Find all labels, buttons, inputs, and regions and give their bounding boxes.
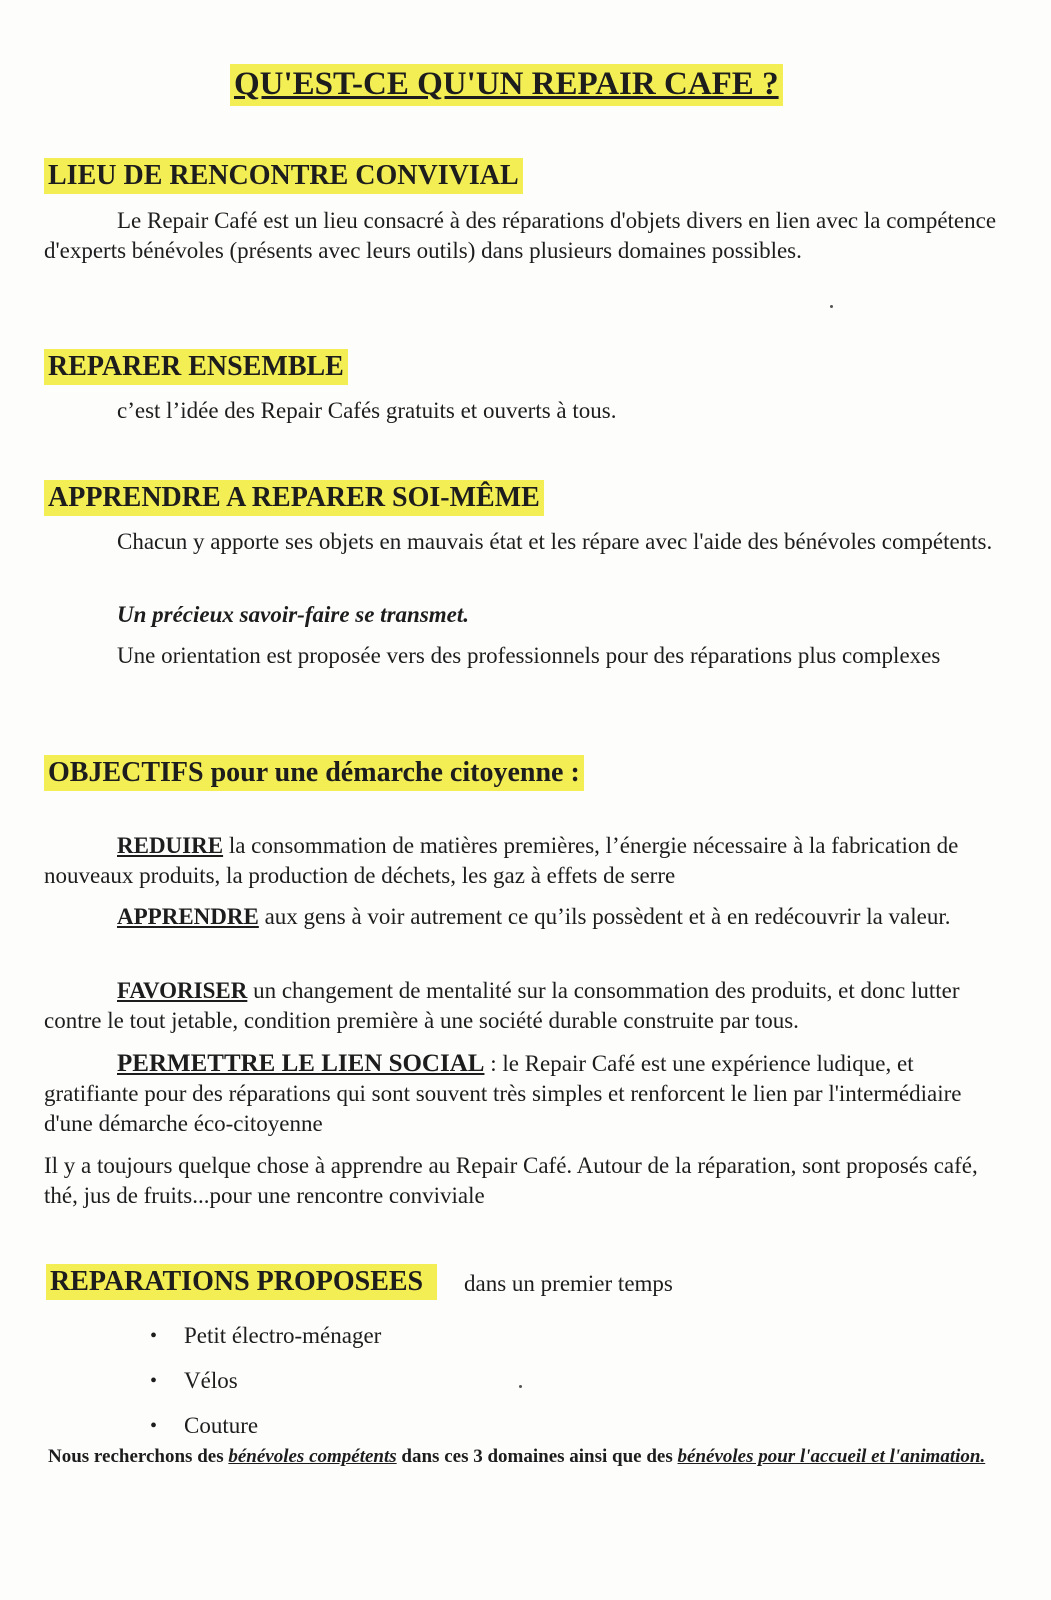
objective-favoriser	[44, 976, 1004, 1036]
footer-note	[48, 1444, 1008, 1469]
heading-lieu: LIEU DE RENCONTRE CONVIVIAL	[44, 158, 523, 194]
keyword-apprendre: APPRENDRE	[117, 904, 259, 929]
objective-permettre	[44, 1049, 1004, 1139]
reparations-suffix: dans un premier temps	[464, 1271, 673, 1296]
heading-apprendre: APPRENDRE A REPARER SOI-MÊME	[44, 480, 544, 516]
reparations-list	[150, 1313, 381, 1448]
footer-text-1: Nous recherchons des	[48, 1446, 229, 1467]
list-item	[150, 1313, 381, 1358]
page-title: QU'EST-CE QU'UN REPAIR CAFE ?	[230, 64, 783, 106]
bullet-icon: •	[150, 1414, 158, 1437]
paragraph-apprendre-2: Un précieux savoir-faire se transmet.	[117, 602, 470, 627]
footer-text-2: dans ces 3 domaines ainsi que des	[396, 1446, 678, 1467]
heading-objectifs: OBJECTIFS pour une démarche citoyenne :	[44, 755, 584, 791]
objectifs-closing: Il y a toujours quelque chose à apprendre au Repair Café. Autour de la réparation, sont proposés café, thé, jus de fruits...pour une rencontre conviviale	[44, 1153, 978, 1208]
scan-speck	[830, 305, 833, 308]
list-item-label: Petit électro-ménager	[184, 1322, 382, 1348]
heading-reparer: REPARER ENSEMBLE	[44, 349, 348, 385]
list-item	[150, 1358, 381, 1403]
objective-reduire	[44, 831, 1004, 891]
footer-link-benevoles-competents: bénévoles compétents	[228, 1446, 397, 1467]
paragraph-apprendre-3: Une orientation est proposée vers des professionnels pour des réparations plus complexes	[117, 643, 941, 668]
objective-apprendre-text: aux gens à voir autrement ce qu’ils possèdent et à en redécouvrir la valeur.	[258, 904, 951, 929]
paragraph-reparer: c’est l’idée des Repair Cafés gratuits et ouverts à tous.	[117, 398, 617, 423]
paragraph-apprendre-1: Chacun y apporte ses objets en mauvais état et les répare avec l'aide des bénévoles compétents.	[117, 529, 993, 554]
footer-link-benevoles-accueil: bénévoles pour l'accueil et l'animation.	[677, 1446, 986, 1467]
bullet-icon: •	[150, 1369, 158, 1392]
bullet-icon: •	[150, 1324, 158, 1347]
scan-speck	[519, 1385, 522, 1388]
list-item	[150, 1403, 381, 1448]
keyword-permettre: PERMETTRE LE LIEN SOCIAL	[117, 1050, 485, 1077]
objective-permettre-text: : le Repair Café est une expérience ludique, et gratifiante pour des réparations qui sont souvent très simples et renforcent le lien par l'intermédiaire d'une démarche éco-citoyenne	[44, 1051, 962, 1136]
heading-reparations: REPARATIONS PROPOSEES	[46, 1264, 437, 1300]
keyword-favoriser: FAVORISER	[117, 978, 248, 1003]
paragraph-lieu: Le Repair Café est un lieu consacré à des réparations d'objets divers en lien avec la compétence d'experts bénévoles (présents avec leurs outils) dans plusieurs domaines possibles.	[44, 208, 997, 263]
keyword-reduire: REDUIRE	[117, 833, 224, 858]
objective-favoriser-text: un changement de mentalité sur la consommation des produits, et donc lutter contre le tout jetable, condition première à une société durable construite par tous.	[44, 978, 960, 1033]
list-item-label: Vélos	[184, 1367, 238, 1393]
list-item-label: Couture	[184, 1412, 259, 1438]
objective-reduire-text: la consommation de matières premières, l’énergie nécessaire à la fabrication de nouveaux produits, la production de déchets, les gaz à effets de serre	[44, 833, 959, 888]
objective-apprendre	[44, 902, 1004, 932]
